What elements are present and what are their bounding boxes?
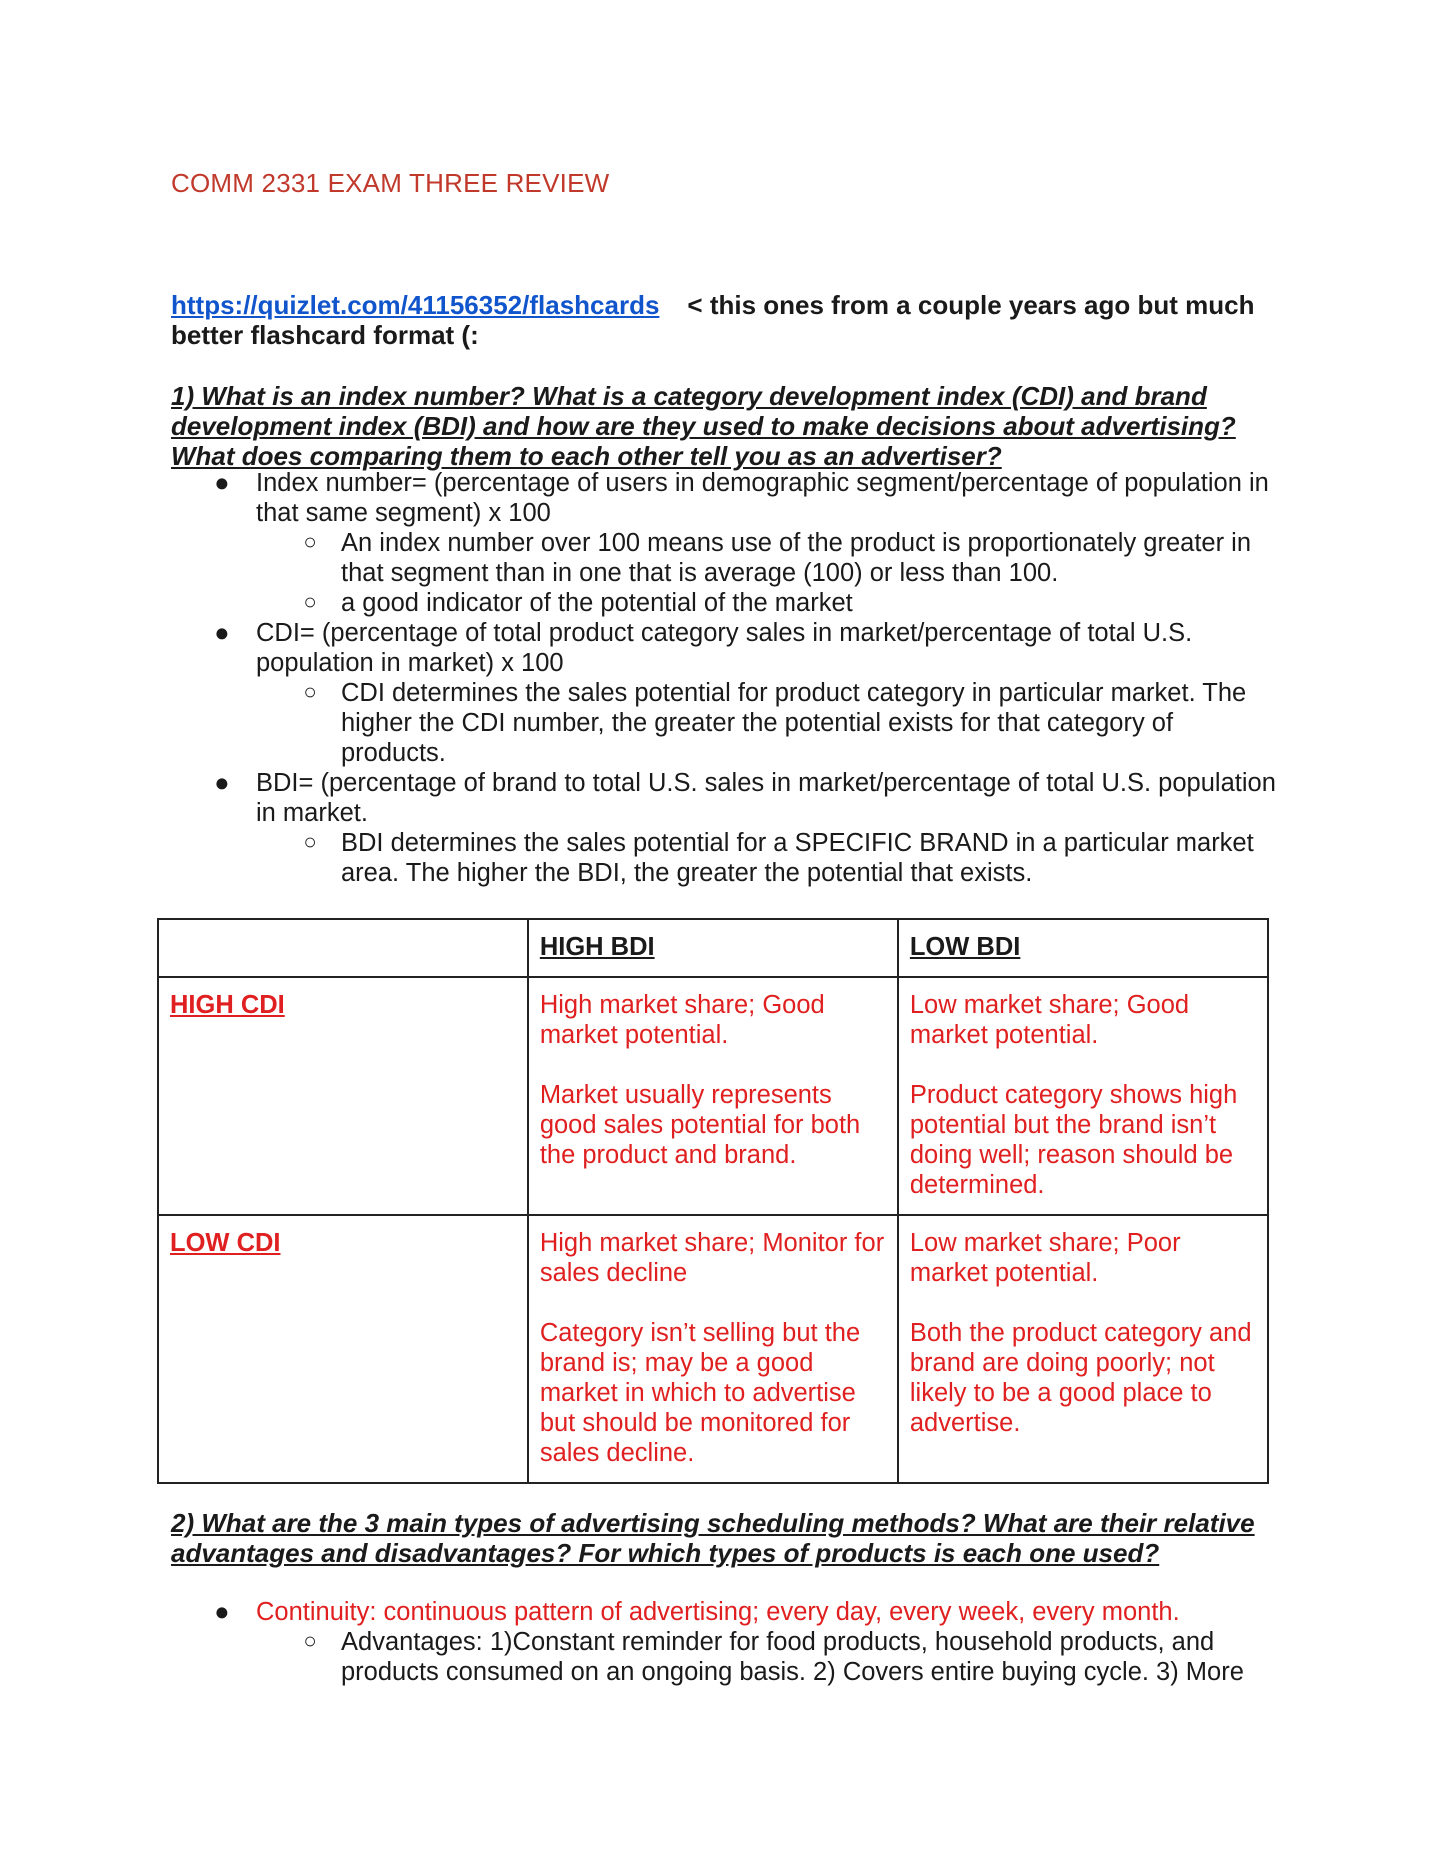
cell-detail: Market usually represents good sales potential for both the product and brand. bbox=[539, 1081, 861, 1169]
question-2-bullet-list bbox=[212, 1597, 1282, 1687]
sub-list-item bbox=[256, 588, 1282, 618]
cell-summary: High market share; Monitor for sales decline bbox=[539, 1229, 885, 1287]
sub-list-item bbox=[256, 828, 1282, 888]
hollow-bullet-icon: ○ bbox=[303, 589, 317, 614]
sub-list-item-text: An index number over 100 means use of the product is proportionately greater in that segment than in one that is average (100) or less than 100. bbox=[341, 529, 1252, 587]
sub-list-item bbox=[256, 678, 1282, 768]
sub-list bbox=[256, 828, 1282, 888]
table-row bbox=[158, 1215, 1268, 1483]
table-cell bbox=[528, 1215, 898, 1483]
cell-summary: Low market share; Good market potential. bbox=[909, 991, 1190, 1049]
cell-detail: Both the product category and brand are doing poorly; not likely to be a good place to advertise. bbox=[909, 1319, 1252, 1437]
sub-list bbox=[256, 1627, 1282, 1687]
list-item-text: CDI= (percentage of total product category sales in market/percentage of total U.S. population in market) x 100 bbox=[256, 619, 1193, 677]
bullet-icon: ● bbox=[214, 469, 230, 497]
sub-list-item bbox=[256, 528, 1282, 588]
sub-list-item-text: CDI determines the sales potential for product category in particular market. The higher the CDI number, the greater the potential exists for that category of products. bbox=[341, 679, 1247, 767]
hollow-bullet-icon: ○ bbox=[303, 829, 317, 854]
hollow-bullet-icon: ○ bbox=[303, 679, 317, 704]
row-header-low-cdi: LOW CDI bbox=[158, 1215, 528, 1483]
question-1-bullet-list bbox=[212, 468, 1282, 888]
row-header-high-cdi: HIGH CDI bbox=[158, 977, 528, 1215]
list-item bbox=[212, 618, 1282, 768]
table-row bbox=[158, 977, 1268, 1215]
cell-detail: Product category shows high potential but the brand isn’t doing well; reason should be determined. bbox=[909, 1081, 1238, 1199]
header-high-bdi: HIGH BDI bbox=[528, 919, 898, 977]
bullet-icon: ● bbox=[214, 619, 230, 647]
sub-list-item-text: Advantages: 1)Constant reminder for food products, household products, and products consumed on an ongoing basis. 2) Covers entire buying cycle. 3) More bbox=[341, 1628, 1244, 1686]
list-item bbox=[212, 468, 1282, 618]
sub-list-item-text: BDI determines the sales potential for a SPECIFIC BRAND in a particular market area. The higher the BDI, the greater the potential that exists. bbox=[341, 829, 1254, 887]
cell-detail: Category isn’t selling but the brand is; may be a good market in which to advertise but should be monitored for sales decline. bbox=[539, 1319, 861, 1467]
sub-list-item bbox=[256, 1627, 1282, 1687]
bullet-icon: ● bbox=[214, 769, 230, 797]
cell-summary: Low market share; Poor market potential. bbox=[909, 1229, 1181, 1287]
table-cell bbox=[898, 977, 1268, 1215]
hollow-bullet-icon: ○ bbox=[303, 1628, 317, 1653]
sub-list bbox=[256, 528, 1282, 618]
list-item-text: Index number= (percentage of users in demographic segment/percentage of population in that same segment) x 100 bbox=[256, 469, 1269, 527]
sub-list-item-text: a good indicator of the potential of the market bbox=[341, 589, 853, 617]
list-item bbox=[212, 768, 1282, 888]
list-item bbox=[212, 1597, 1282, 1687]
document-title: COMM 2331 EXAM THREE REVIEW bbox=[171, 168, 610, 198]
cdi-bdi-table bbox=[157, 918, 1269, 1484]
list-item-text: Continuity: continuous pattern of advertising; every day, every week, every month. bbox=[256, 1598, 1180, 1626]
cell-summary: High market share; Good market potential. bbox=[539, 991, 825, 1049]
hollow-bullet-icon: ○ bbox=[303, 529, 317, 554]
table-header-row bbox=[158, 919, 1268, 977]
question-2-heading: 2) What are the 3 main types of advertising scheduling methods? What are their relative advantages and disadvantages? For which types of products is each one used? bbox=[171, 1508, 1255, 1568]
list-item-text: BDI= (percentage of brand to total U.S. sales in market/percentage of total U.S. population in market. bbox=[256, 769, 1276, 827]
bullet-icon: ● bbox=[214, 1598, 230, 1626]
table-corner-cell bbox=[158, 919, 528, 977]
sub-list bbox=[256, 678, 1282, 768]
header-low-bdi: LOW BDI bbox=[898, 919, 1268, 977]
intro-paragraph bbox=[171, 290, 1281, 350]
question-1-heading: 1) What is an index number? What is a category development index (CDI) and brand development index (BDI) and how are they used to make decisions about advertising? What does comparing them to each other tell you as an advertiser? bbox=[171, 381, 1236, 471]
quizlet-link[interactable]: https://quizlet.com/41156352/flashcards bbox=[171, 290, 660, 320]
intro-note: < this ones from a couple years ago but much better flashcard format (: bbox=[171, 290, 1255, 350]
table-cell bbox=[898, 1215, 1268, 1483]
table-cell bbox=[528, 977, 898, 1215]
